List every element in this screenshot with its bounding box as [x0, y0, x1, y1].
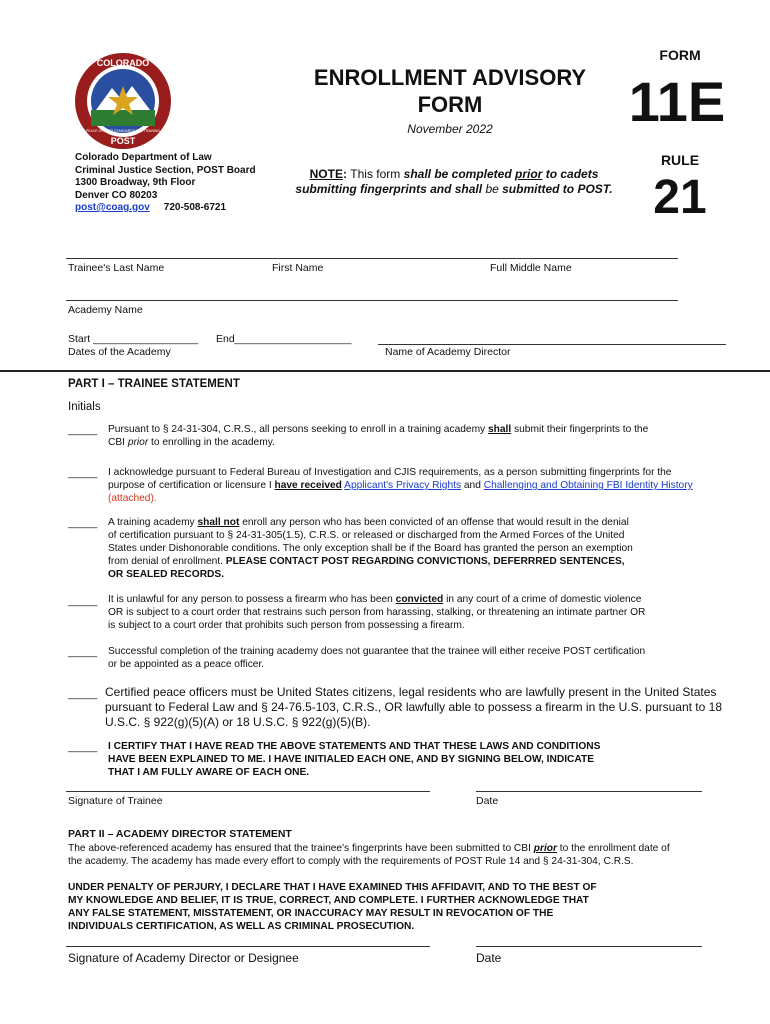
note-text-a: This form	[350, 167, 404, 181]
trainee-date-label: Date	[476, 795, 499, 807]
statement-4-text-a: It is unlawful for any person to possess a firearm who has been	[108, 594, 396, 605]
address-line-2: Criminal Justice Section, POST Board	[75, 164, 256, 176]
initial-blank-4[interactable]: _____	[68, 595, 98, 607]
note-block: NOTE: This form shall be completed prior to cadets submitting fingerprints and shall be submitted to POST.	[295, 167, 613, 196]
rule-label: RULE	[660, 152, 700, 168]
statement-5	[108, 645, 728, 671]
director-signature-line[interactable]	[66, 946, 430, 947]
initial-blank-6[interactable]: _____	[68, 688, 98, 700]
perjury-line-3: ANY FALSE STATEMENT, MISSTATEMENT, OR INACCURACY MAY RESULT IN REVOCATION OF THE	[68, 908, 554, 919]
perjury-declaration	[68, 881, 748, 933]
form-label: FORM	[659, 47, 701, 63]
part1-title: PART I – TRAINEE STATEMENT	[68, 378, 240, 390]
rule-number: 21	[653, 171, 707, 224]
statement-3-text-a: A training academy	[108, 517, 198, 528]
statement-6-text-b: pursuant to Federal Law and § 24-76.5-103, C.R.S., OR lawfully able to possess a firearm in the U.S. pursuant to 18	[105, 700, 722, 714]
statement-1-text-d: CBI	[108, 437, 128, 448]
name-line[interactable]	[66, 258, 678, 259]
middle-name-label: Full Middle Name	[490, 262, 572, 274]
director-date-label: Date	[476, 951, 502, 965]
statement-3-text-e: States under Dishonorable conditions. The only exception shall be if the Board has granted the person an exemption	[108, 543, 633, 554]
initial-blank-3[interactable]: _____	[68, 517, 98, 529]
part2-title: PART II – ACADEMY DIRECTOR STATEMENT	[68, 828, 292, 840]
statement-4-text-b: convicted	[395, 594, 444, 605]
director-statement-text-a: The above-referenced academy has ensured that the trainee's fingerprints have been submitted to CBI	[68, 843, 534, 854]
email-link[interactable]: post@coag.gov	[75, 202, 150, 213]
statement-3-text-d: of certification pursuant to § 24-31-305(1.5), C.R.S. or released or discharged from the Armed Forces of the United	[108, 530, 625, 541]
trainee-date-line[interactable]	[476, 791, 702, 792]
statement-5-text-b: or be appointed as a peace officer.	[108, 659, 265, 670]
statement-3-text-b: shall not	[197, 517, 240, 528]
note-lead: NOTE	[309, 167, 343, 181]
note-text-d: to cadets	[542, 167, 599, 181]
statement-2	[108, 466, 748, 505]
form-title	[280, 64, 620, 118]
form-number: 11E	[628, 70, 726, 133]
note-text-b: shall be completed	[403, 167, 516, 181]
last-name-label: Trainee's Last Name	[68, 262, 165, 274]
director-statement	[68, 842, 748, 868]
dates-label: Dates of the Academy	[68, 346, 171, 358]
agency-address	[75, 152, 256, 215]
statement-3-text-h: OR SEALED RECORDS.	[108, 569, 225, 580]
note-text-e: submitting fingerprints and shall	[295, 182, 486, 196]
title-line-2: FORM	[417, 92, 483, 117]
director-statement-text-d: the academy. The academy has made every effort to comply with the requirements of POST Rule 14 and § 24-31-304, C.R.S.	[68, 856, 634, 867]
statement-1-text-f: to enrolling in the academy.	[148, 437, 275, 448]
statement-2-text-e: and	[461, 480, 484, 491]
note-text-f: be	[485, 182, 499, 196]
statement-4	[108, 593, 728, 632]
statement-3-text-f: from denial of enrollment.	[108, 556, 226, 567]
statement-3-text-c: enroll any person who has been convicted of an offense that would result in the denial	[239, 517, 629, 528]
colorado-post-seal	[74, 52, 172, 150]
academy-name-line[interactable]	[66, 300, 678, 301]
privacy-rights-link[interactable]: Applicant's Privacy Rights	[344, 480, 462, 491]
first-name-label: First Name	[272, 262, 324, 274]
phone-number: 720-508-6721	[163, 202, 227, 213]
statement-2-text-a: I acknowledge pursuant to Federal Bureau of Investigation and CJIS requirements, as a person submitting fingerprints for the	[108, 467, 672, 478]
address-line-1: Colorado Department of Law	[75, 152, 212, 163]
perjury-line-4: INDIVIDUALS CERTIFICATION, AS WELL AS CRIMINAL PROSECUTION.	[68, 921, 415, 932]
seal-top-text: COLORADO	[96, 58, 150, 68]
note-text-c: prior	[515, 167, 543, 181]
initials-label: Initials	[68, 401, 101, 413]
director-signature-label: Signature of Academy Director or Designee	[68, 951, 299, 965]
title-line-1: ENROLLMENT ADVISORY	[313, 65, 587, 90]
initial-blank-1[interactable]: _____	[68, 424, 98, 436]
form-date: November 2022	[407, 122, 493, 136]
statement-7-text-a: I CERTIFY THAT I HAVE READ THE ABOVE STATEMENTS AND THAT THESE LAWS AND CONDITIONS	[108, 741, 601, 752]
statement-1-text-b: shall	[487, 424, 512, 435]
trainee-signature-line[interactable]	[66, 791, 430, 792]
fbi-history-link[interactable]: Challenging and Obtaining FBI Identity History	[483, 480, 693, 491]
initial-blank-7[interactable]: _____	[68, 741, 98, 753]
statement-2-attached: (attached).	[108, 493, 157, 504]
statement-4-text-d: OR is subject to a court order that restrains such person from harassing, stalking, or threatening an intimate partner OR	[108, 607, 646, 618]
statement-1-text-e: prior	[127, 437, 149, 448]
statement-6-text-a: Certified peace officers must be United States citizens, legal residents who are lawfully present in the United States	[105, 685, 717, 699]
statement-1	[108, 423, 718, 449]
seal-bottom-text: POST	[110, 136, 136, 146]
statement-7-text-c: THAT I AM FULLY AWARE OF EACH ONE.	[108, 767, 310, 778]
statement-3-text-g: PLEASE CONTACT POST REGARDING CONVICTIONS, DEFERRRED SENTENCES,	[225, 556, 625, 567]
director-name-label: Name of Academy Director	[385, 346, 511, 358]
statement-7-text-b: HAVE BEEN EXPLAINED TO ME. I HAVE INITIALED EACH ONE, AND BY SIGNING BELOW, INDICATE	[108, 754, 595, 765]
director-statement-text-c: to the enrollment date of	[556, 843, 670, 854]
director-name-line[interactable]	[378, 344, 726, 345]
director-date-line[interactable]	[476, 946, 702, 947]
statement-4-text-c: in any court of a crime of domestic violence	[443, 594, 642, 605]
address-line-4: Denver CO 80203	[75, 189, 158, 201]
trainee-signature-label: Signature of Trainee	[68, 795, 163, 807]
statement-7	[108, 740, 728, 779]
statement-3	[108, 516, 728, 581]
statement-2-text-c: have received	[274, 480, 342, 491]
note-text-g: submitted to POST.	[498, 182, 613, 196]
seal-ribbon-text: PEACE OFFICER STANDARDS AND TRAINING	[86, 129, 160, 133]
end-date-field[interactable]: End____________________	[216, 333, 352, 345]
initial-blank-2[interactable]: _____	[68, 467, 98, 479]
statement-6-text-c: U.S.C. § 922(g)(5)(A) or 18 U.S.C. § 922(g)(5)(B).	[105, 715, 371, 729]
statement-6	[105, 685, 745, 730]
start-date-field[interactable]: Start __________________	[68, 333, 199, 345]
perjury-line-1: UNDER PENALTY OF PERJURY, I DECLARE THAT I HAVE EXAMINED THIS AFFIDAVIT, AND TO THE BEST OF	[68, 882, 597, 893]
statement-4-text-e: is subject to a court order that prohibits such person from possessing a firearm.	[108, 620, 465, 631]
section-divider	[0, 370, 770, 372]
director-statement-text-b: prior	[533, 843, 557, 854]
statement-2-text-b: purpose of certification or licensure I	[108, 480, 275, 491]
academy-name-label: Academy Name	[68, 304, 143, 316]
statement-1-text-c: submit their fingerprints to the	[511, 424, 649, 435]
statement-5-text-a: Successful completion of the training academy does not guarantee that the trainee will either receive POST certification	[108, 646, 646, 657]
statement-1-text-a: Pursuant to § 24-31-304, C.R.S., all persons seeking to enroll in a training academy	[108, 424, 488, 435]
address-line-3: 1300 Broadway, 9th Floor	[75, 177, 196, 188]
perjury-line-2: MY KNOWLEDGE AND BELIEF, IT IS TRUE, CORRECT, AND COMPLETE. I FURTHER ACKNOWLEDGE THAT	[68, 895, 589, 906]
initial-blank-5[interactable]: _____	[68, 646, 98, 658]
